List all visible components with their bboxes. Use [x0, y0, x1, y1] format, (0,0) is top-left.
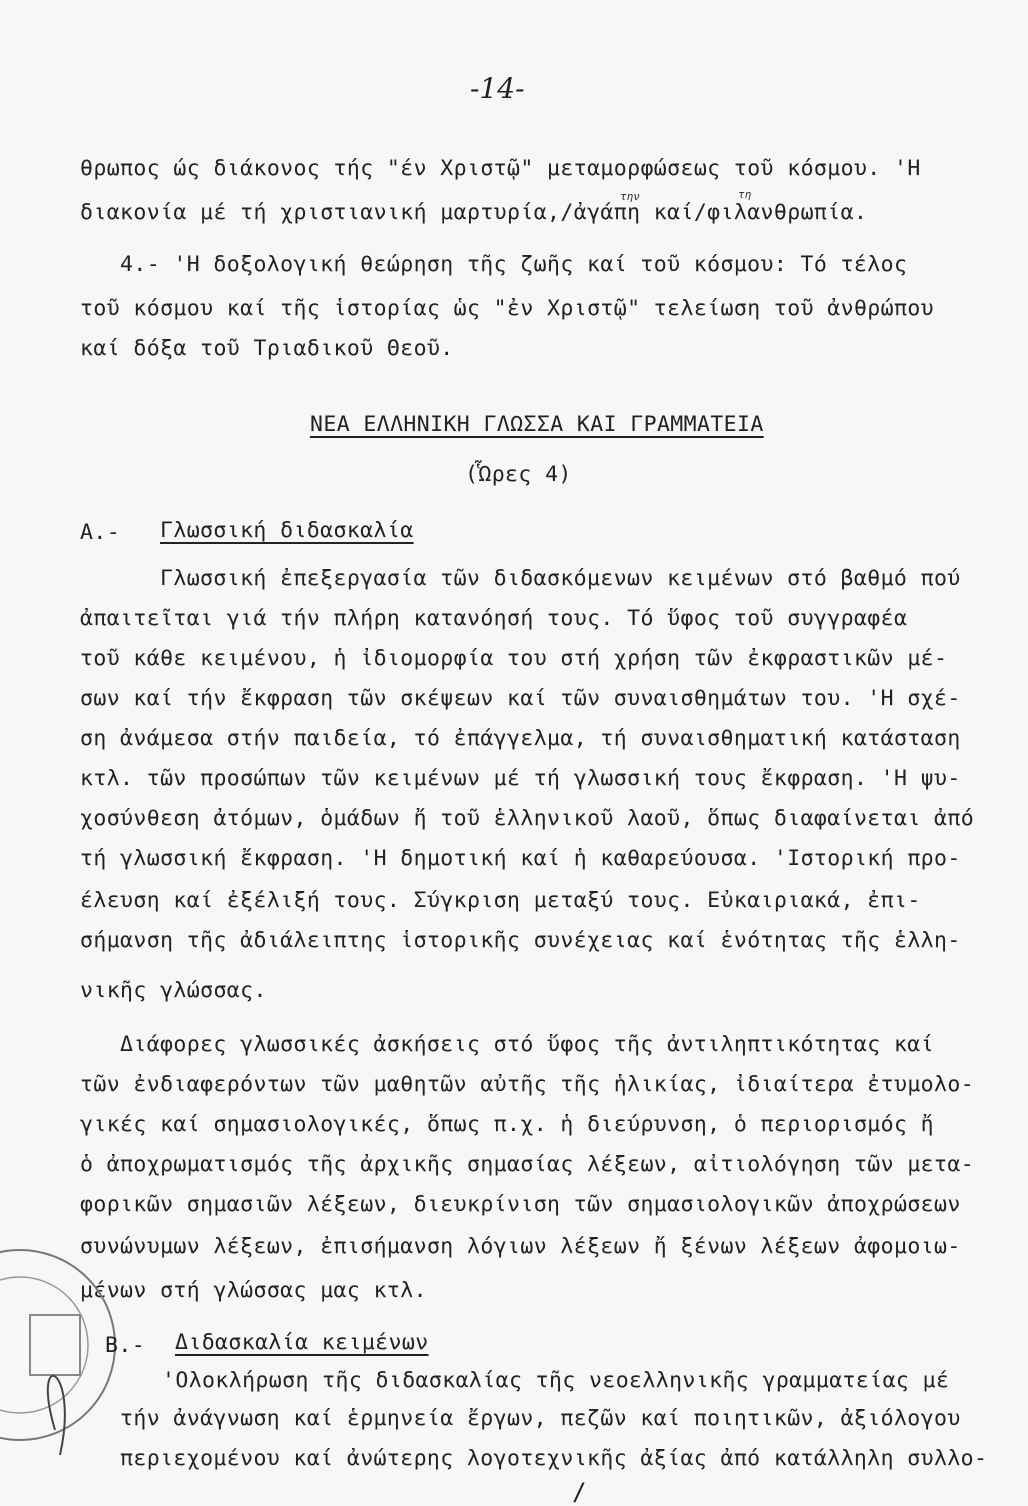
page-number: -14-: [470, 72, 525, 105]
interlinear-note: τη: [738, 188, 752, 201]
text-line: τῶν ἐνδιαφερόντων τῶν μαθητῶν αὐτῆς τῆς ἡλικίας, ἰδιαίτερα ἐτυμολο-: [80, 1072, 975, 1097]
text-line: τοῦ κάθε κειμένου, ἡ ἰδιομορφία του στή χρήση τῶν ἐκφραστικῶν μέ-: [80, 646, 948, 671]
section-a-label: Α.-: [80, 520, 121, 545]
official-stamp: [0, 1225, 120, 1469]
text-line: περιεχομένου καί ἀνώτερης λογοτεχνικῆς ἀξίας ἀπό κατάλληλη συλλο-: [120, 1446, 988, 1471]
text-line: Γλωσσική ἐπεξεργασία τῶν διδασκόμενων κειμένων στό βαθμό πού: [160, 566, 961, 591]
text-line: φορικῶν σημασιῶν λέξεων, διευκρίνιση τῶν σημασιολογικῶν ἀποχρώσεων: [80, 1192, 961, 1217]
text-line: τοῦ κόσμου καί τῆς ἱστορίας ὡς "ἐν Χριστῷ" τελείωση τοῦ ἀνθρώπου: [80, 296, 935, 321]
text-line: μένων στή γλώσσας μας κτλ.: [80, 1278, 427, 1303]
text-line: καί δόξα τοῦ Τριαδικοῦ Θεοῦ.: [80, 336, 454, 361]
text-line: 4.- 'Η δοξολογική θεώρηση τῆς ζωῆς καί τοῦ κόσμου: Τό τέλος: [120, 252, 908, 277]
section-b-label: Β.-: [105, 1333, 146, 1358]
section-a-title: Γλωσσική διδασκαλία: [160, 518, 414, 543]
text-line: 'Ολοκλήρωση τῆς διδασκαλίας τῆς νεοελληνικῆς γραμματείας μέ: [162, 1368, 950, 1393]
text-line: Διάφορες γλωσσικές ἀσκήσεις στό ὕφος τῆς ἀντιληπτικότητας καί: [120, 1032, 934, 1057]
hours-label: (Ὧρες 4): [465, 462, 572, 487]
footer-mark: /: [572, 1478, 587, 1506]
text-line: νικῆς γλώσσας.: [80, 978, 267, 1003]
text-line: ση ἀνάμεσα στήν παιδεία, τό ἐπάγγελμα, τή συναισθηματική κατάσταση: [80, 726, 961, 751]
text-line: ὁ ἀποχρωματισμός τῆς ἀρχικῆς σημασίας λέξεων, αἰτιολόγηση τῶν μετα-: [80, 1152, 975, 1177]
text-line: χοσύνθεση ἀτόμων, ὁμάδων ἤ τοῦ ἑλληνικοῦ λαοῦ, ὅπως διαφαίνεται ἀπό: [80, 806, 975, 831]
text-line: τήν ἀνάγνωση καί ἑρμηνεία ἔργων, πεζῶν καί ποιητικῶν, ἀξιόλογου: [120, 1406, 961, 1431]
text-line: γικές καί σημασιολογικές, ὅπως π.χ. ἡ διεύρυνση, ὁ περιορισμός ἤ: [80, 1112, 935, 1137]
text-line: θρωπος ώς διάκονος τής "έν Χριστῷ" μεταμορφώσεως τοῦ κόσμου. 'Η: [80, 156, 921, 181]
section-b-title: Διδασκαλία κειμένων: [175, 1330, 429, 1355]
text-line: διακονία μέ τή χριστιανική μαρτυρία,/ἀγάπη καί/φιλανθρωπία.: [80, 200, 868, 225]
section-title: ΝΕΑ ΕΛΛΗΝΙΚΗ ΓΛΩΣΣΑ ΚΑΙ ΓΡΑΜΜΑΤΕΙΑ: [310, 412, 764, 437]
text-line: ἀπαιτεῖται γιά τήν πλήρη κατανόησή τους. Τό ὕφος τοῦ συγγραφέα: [80, 606, 908, 631]
interlinear-note: την: [620, 190, 640, 203]
text-line: τή γλωσσική ἔκφραση. 'Η δημοτική καί ἡ καθαρεύουσα. 'Ιστορική προ-: [80, 846, 961, 871]
text-line: συνώνυμων λέξεων, ἐπισήμανση λόγιων λέξεων ἤ ξένων λέξεων ἀφομοιω-: [80, 1234, 961, 1259]
text-line: σήμανση τῆς ἀδιάλειπτης ἱστορικῆς συνέχειας καί ἑνότητας τῆς ἑλλη-: [80, 928, 961, 953]
text-line: κτλ. τῶν προσώπων τῶν κειμένων μέ τή γλωσσική τους ἔκφραση. 'Η ψυ-: [80, 766, 961, 791]
text-line: έλευση καί ἐξέλιξή τους. Σύγκριση μεταξύ τους. Εὐκαιριακά, ἐπι-: [80, 888, 921, 913]
text-line: σων καί τήν ἔκφραση τῶν σκέψεων καί τῶν συναισθημάτων του. 'Η σχέ-: [80, 686, 961, 711]
